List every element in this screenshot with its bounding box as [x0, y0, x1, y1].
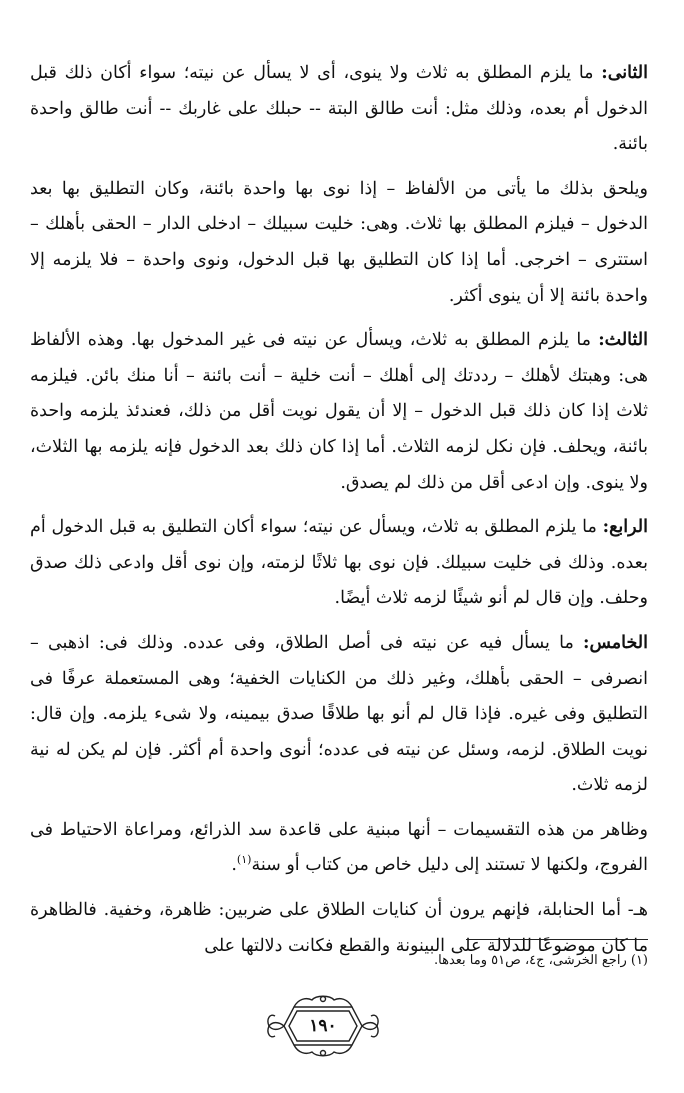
paragraph-fourth: [30, 510, 648, 617]
footnote-divider: [466, 939, 648, 940]
paragraph-text: وظاهر من هذه التقسيمات – أنها مبنية على قاعدة سد الذرائع، ومراعاة الاحتياط فى الفروج، ولكنها لا تستند إلى دليل خاص من كتاب أو سنة: [30, 819, 648, 876]
paragraph-addendum: [30, 172, 648, 314]
paragraph-text: ويلحق بذلك ما يأتى من الألفاظ – إذا نوى بها واحدة بائنة، وكان التطليق بها بعد الدخول – فيلزم المطلق بها ثلاث. وهى: خليت سبيلك – ادخلى الدار – الحقى بأهلك – استترى – اخرجى. أما إذا كان التطليق بها قبل الدخول، ونوى واحدة – فلا يلزمه إلا واحدة بائنة إلا أن ينوى أكثر.: [30, 178, 648, 306]
body-text: [30, 56, 648, 973]
paragraph-text: ما يلزم المطلق به ثلاث، ويسأل عن نيته فى غير المدخول بها. وهذه الألفاظ هى: وهبتك لأهلك – رددتك إلى أهلك – أنت خلية – أنت بائنة – أنا منك بائن. فيلزمه ثلاث إذا كان ذلك قبل الدخول – إلا أن يقول نويت أقل من ذلك، فعندئذ يلزمه واحدة بائنة، ويحلف. فإن نكل لزمه الثلاث. أما إذا كان ذلك بعد الدخول فإنه يلزمه بها الثلاث، ولا ينوى. وإن ادعى أقل من ذلك لم يصدق.: [30, 330, 648, 493]
paragraph-lead: الخامس:: [583, 632, 648, 653]
paragraph-text: ما يلزم المطلق به ثلاث، ويسأل عن نيته؛ سواء أكان التطليق به قبل الدخول أم بعده. وذلك فى خليت سبيلك. فإن نوى بها ثلاثًا لزمته، وإن نوى أقل وادعى ذلك صدق وحلف. وإن قال لم أنو شيئًا لزمه ثلاث أيضًا.: [30, 517, 648, 609]
paragraph-text: ما يلزم المطلق به ثلاث ولا ينوى، أى لا يسأل عن نيته؛ سواء أكان ذلك قبل الدخول أم بعده، وذلك مثل: أنت طالق البتة -- حبلك على غاربك -- أنت طالق واحدة بائنة.: [30, 63, 648, 155]
page-number: ١٩٠: [309, 1016, 337, 1036]
paragraph-fifth: [30, 626, 648, 804]
paragraph-summary: [30, 813, 648, 884]
footnote: (١) راجع الخرشى، ج٤، ص٥١ وما بعدها.: [434, 953, 648, 968]
paragraph-tail: .: [231, 855, 237, 876]
paragraph-text: ما يسأل فيه عن نيته فى أصل الطلاق، وفى عدده. وذلك فى: اذهبى – انصرفى – الحقى بأهلك، وغير ذلك من الكنايات الخفية؛ وهى المستعملة عرفًا فى التطليق وفى غيره. فإذا قال لم أنو بها طلاقًا صدق بيمينه، ولا شىء يلزمه. وإن قال: نويت الطلاق. لزمه، وسئل عن نيته فى عدده؛ أنوى واحدة أم أكثر. فإن لم يكن له نية لزمه ثلاث.: [30, 632, 648, 796]
paragraph-lead: الثانى:: [601, 63, 648, 83]
paragraph-second: [30, 56, 648, 163]
paragraph-third: [30, 323, 648, 501]
footnote-reference[interactable]: (١): [236, 853, 252, 867]
paragraph-text: هـ- أما الحنابلة، فإنهم يرون أن كنايات الطلاق على ضربين: ظاهرة، وخفية. فالظاهرة ما كان موضوعًا للدلالة على البينونة والقطع فكانت دلالتها على: [30, 900, 648, 956]
paragraph-lead: الرابع:: [602, 517, 648, 538]
paragraph-lead: الثالث:: [598, 330, 648, 351]
